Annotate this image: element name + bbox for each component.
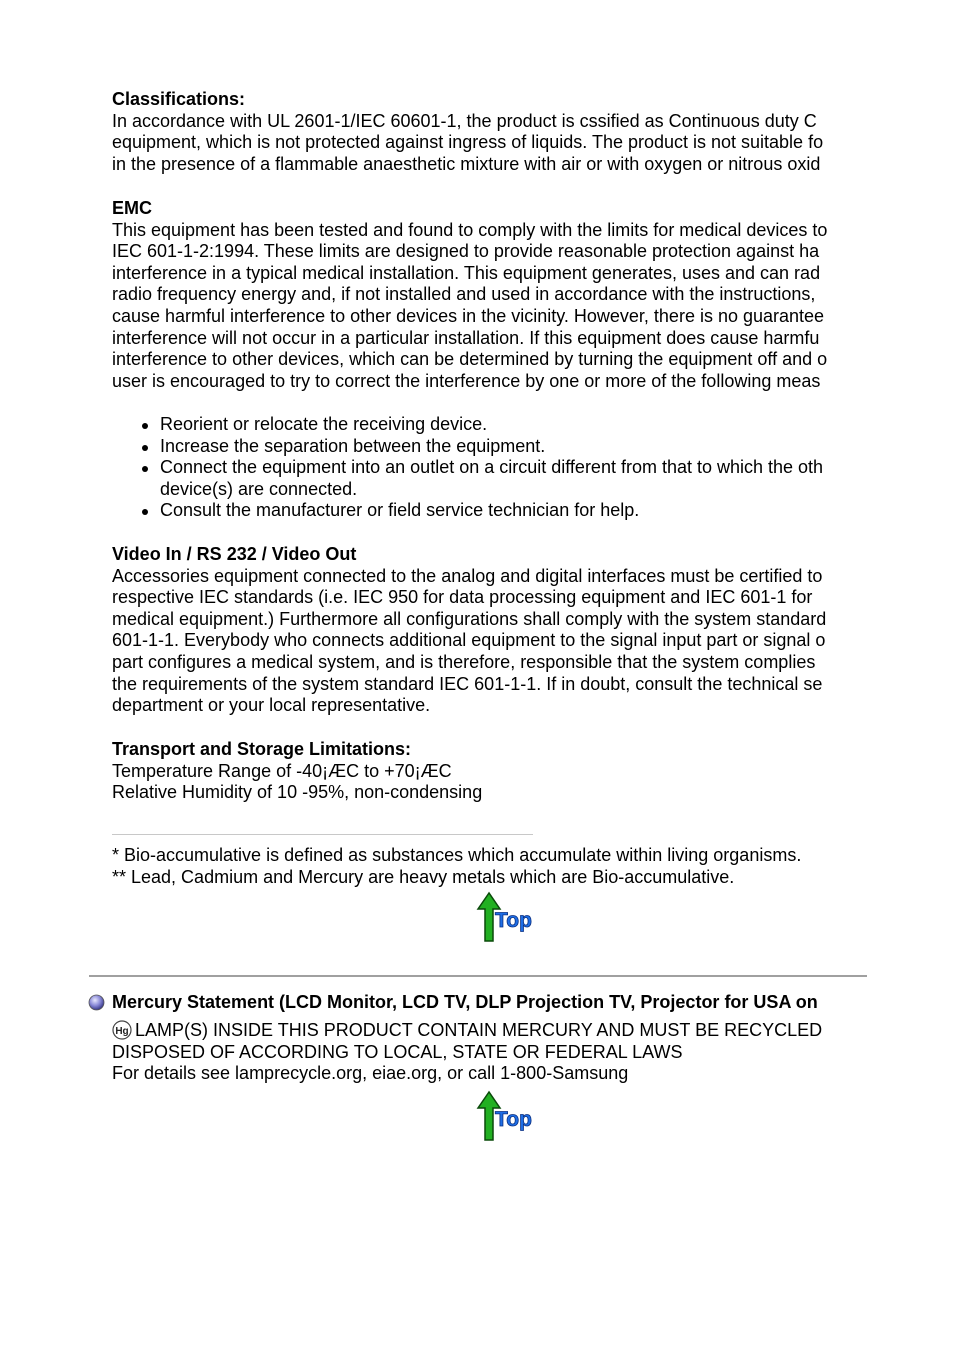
video-section <box>112 544 867 717</box>
emc-line: interference in a typical medical installation. This equipment generates, uses and can rad <box>112 262 821 283</box>
classifications-line: equipment, which is not protected against ingress of liquids. The product is not suitable fo <box>112 132 824 153</box>
transport-line: Relative Humidity of 10 -95%, non-condensing <box>112 782 483 803</box>
video-line: department or your local representative. <box>112 695 431 716</box>
top-arrow-icon <box>475 891 539 943</box>
emc-line: interference will not occur in a particular installation. If this equipment does cause harmfu <box>112 327 820 348</box>
list-item-text: device(s) are connected. <box>160 478 358 499</box>
section-divider <box>89 975 867 977</box>
video-heading: Video In / RS 232 / Video Out <box>112 544 357 564</box>
mercury-heading: Mercury Statement (LCD Monitor, LCD TV, DLP Projection TV, Projector for USA on <box>112 992 818 1012</box>
mercury-line: DISPOSED OF ACCORDING TO LOCAL, STATE OR FEDERAL LAWS <box>112 1041 683 1062</box>
mercury-section <box>112 992 867 1014</box>
footnote: ** Lead, Cadmium and Mercury are heavy metals which are Bio-accumulative. <box>112 866 735 887</box>
bullet-dot-icon <box>142 445 148 451</box>
top-label: Top <box>495 1108 532 1131</box>
list-item-text: Reorient or relocate the receiving device. <box>160 414 488 434</box>
top-button[interactable] <box>475 1090 539 1142</box>
bullet-dot-icon <box>142 423 148 429</box>
hg-label: Hg <box>115 1026 129 1037</box>
emc-line: cause harmful interference to other devices in the vicinity. However, there is no guarantee <box>112 305 825 326</box>
list-item-text: Consult the manufacturer or field service technician for help. <box>160 500 640 521</box>
list-item <box>112 457 867 479</box>
top-label: Top <box>495 909 532 932</box>
classifications-section <box>112 89 867 175</box>
circle-bullet-icon <box>88 994 105 1011</box>
list-item-continuation <box>112 479 867 501</box>
emc-heading: EMC <box>112 198 152 218</box>
classifications-line: in the presence of a flammable anaesthetic mixture with air or with oxygen or nitrous oxid <box>112 153 821 174</box>
video-line: 601-1-1. Everybody who connects additional equipment to the signal input part or signal o <box>112 630 826 651</box>
list-item <box>112 414 867 436</box>
emc-section <box>112 198 867 392</box>
emc-line: user is encouraged to try to correct the interference by one or more of the following meas <box>112 370 821 391</box>
list-item <box>112 500 867 522</box>
footnotes <box>112 845 867 888</box>
mercury-line: LAMP(S) INSIDE THIS PRODUCT CONTAIN MERCURY AND MUST BE RECYCLED <box>135 1020 823 1040</box>
video-line: the requirements of the system standard IEC 601-1-1. If in doubt, consult the technical se <box>112 673 823 694</box>
transport-section <box>112 739 867 804</box>
video-line: medical equipment.) Furthermore all configurations shall comply with the system standard <box>112 608 827 629</box>
classifications-heading: Classifications: <box>112 89 246 109</box>
top-button[interactable] <box>475 891 539 943</box>
emc-bullet-list <box>112 414 867 522</box>
video-line: respective IEC standards (i.e. IEC 950 for data processing equipment and IEC 601-1 for <box>112 587 813 608</box>
video-line: part configures a medical system, and is therefore, responsible that the system complies <box>112 651 816 672</box>
footnote: * Bio-accumulative is defined as substances which accumulate within living organisms. <box>112 845 802 865</box>
transport-line: Temperature Range of -40¡ÆC to +70¡ÆC <box>112 760 452 781</box>
transport-heading: Transport and Storage Limitations: <box>112 739 412 759</box>
emc-line: interference to other devices, which can be determined by turning the equipment off and o <box>112 349 828 370</box>
emc-line: radio frequency energy and, if not installed and used in accordance with the instructions, <box>112 284 816 305</box>
bullet-dot-icon <box>142 466 148 472</box>
footnote-divider <box>112 834 533 835</box>
mercury-line: For details see lamprecycle.org, eiae.org, or call 1-800-Samsung <box>112 1063 629 1084</box>
classifications-line: In accordance with UL 2601-1/IEC 60601-1, the product is cssified as Continuous duty C <box>112 110 817 131</box>
emc-line: This equipment has been tested and found to comply with the limits for medical devices to <box>112 219 828 240</box>
bullet-dot-icon <box>142 509 148 515</box>
mercury-text <box>112 1020 867 1085</box>
list-item <box>112 436 867 458</box>
emc-line: IEC 601-1-2:1994. These limits are designed to provide reasonable protection against ha <box>112 241 820 262</box>
top-arrow-icon <box>475 1090 539 1142</box>
video-line: Accessories equipment connected to the analog and digital interfaces must be certified to <box>112 565 823 586</box>
list-item-text: Increase the separation between the equipment. <box>160 435 546 456</box>
list-item-text: Connect the equipment into an outlet on a circuit different from that to which the oth <box>160 457 824 478</box>
